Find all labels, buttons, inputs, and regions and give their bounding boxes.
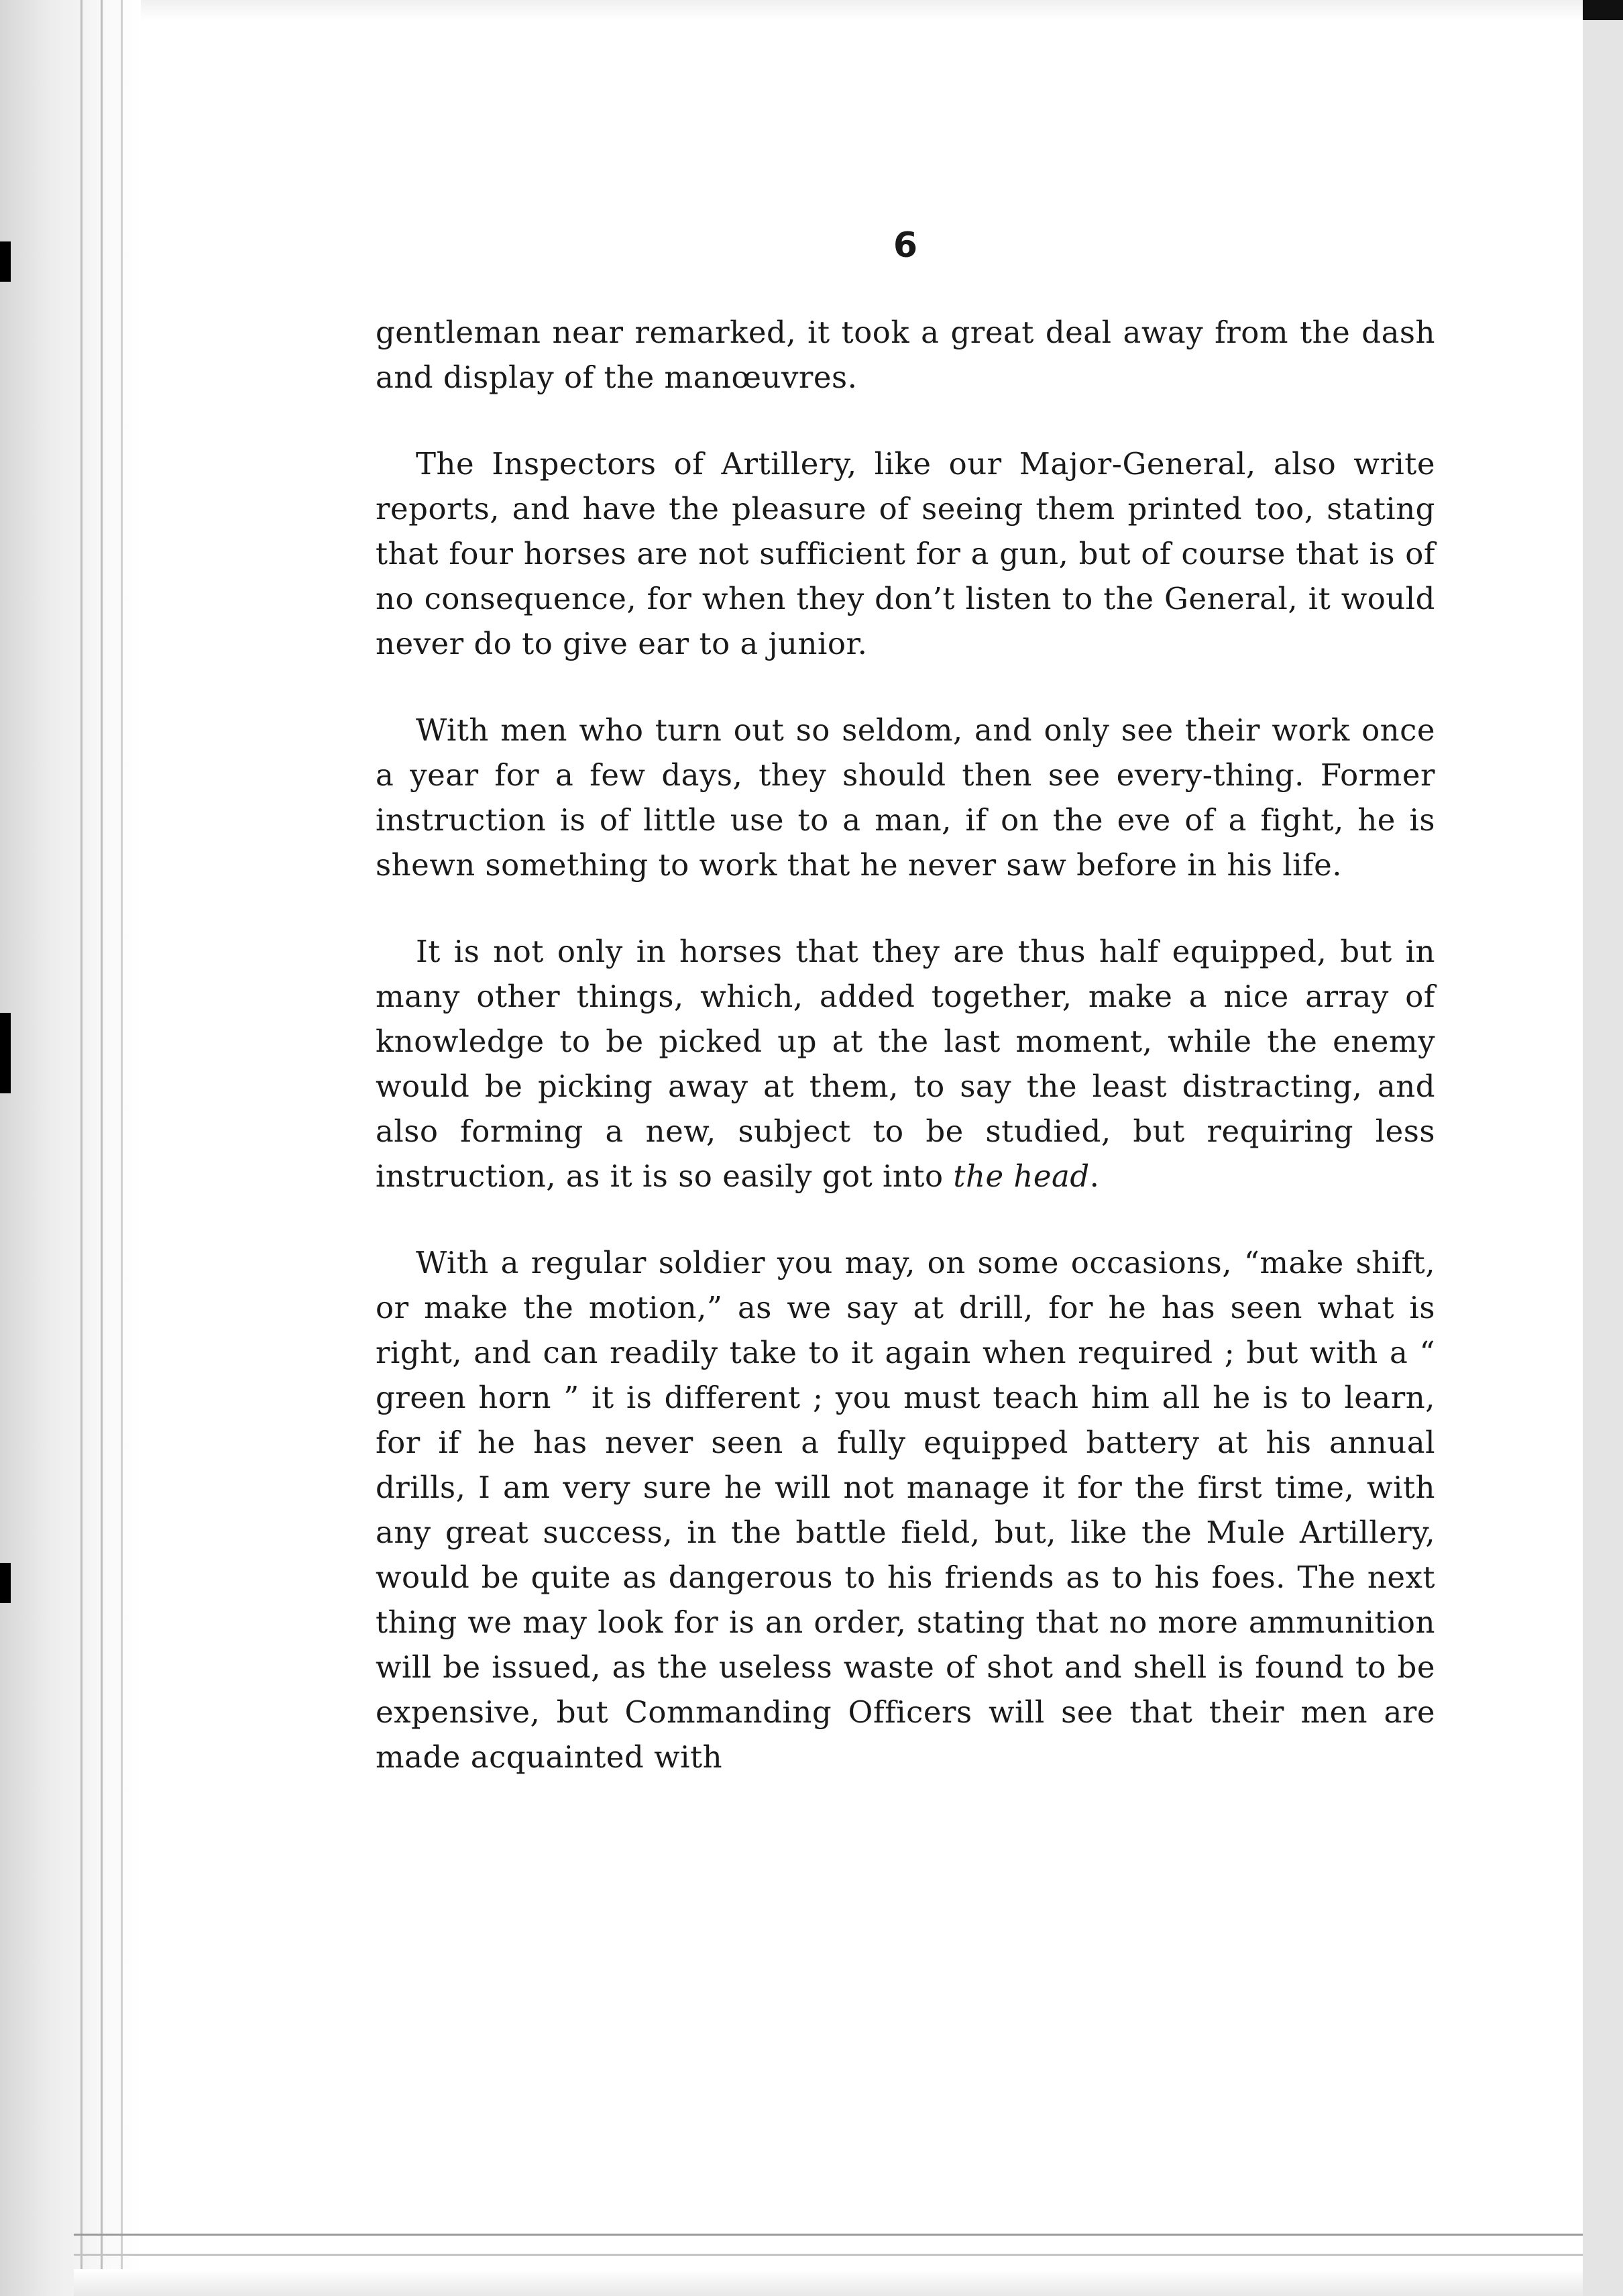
- page-edge-line: [121, 0, 123, 2296]
- paragraph: [376, 929, 1435, 1199]
- scan-left-edge: [0, 0, 141, 2296]
- paragraph: The Inspectors of Artillery, like our Major-General, also write reports, and have the pleasure of seeing them printed too, stating that four horses are not sufficient for a gun, but of course that is of no consequence, for when they don’t listen to the General, it would never do to give ear to a junior.: [376, 446, 1435, 661]
- scan-bottom-edge: [74, 2269, 1583, 2296]
- scan-edge-mark: [0, 1013, 11, 1093]
- paragraph-text: .: [1089, 1158, 1100, 1194]
- scan-top-edge: [0, 0, 1623, 20]
- paragraph: gentleman near remarked, it took a great deal away from the dash and display of the manœuvres.: [376, 315, 1435, 395]
- scan-edge-mark: [0, 241, 11, 282]
- paragraph-text: It is not only in horses that they are thus half equipped, but in many other things, which, added together, make a nice array of knowledge to be picked up at the last moment, while the enemy would be picking away at them, to say the least distracting, and also forming a new, subject to be studied, but requiring less instruction, as it is so easily got into: [376, 934, 1435, 1194]
- page-edge-line: [80, 0, 82, 2296]
- page-bottom-edge: [74, 2254, 1583, 2256]
- scan-corner-mark: [1583, 0, 1623, 20]
- scan-right-edge: [1583, 0, 1623, 2296]
- paragraph: With men who turn out so seldom, and only see their work once a year for a few days, they should then see every-thing. Former instruction is of little use to a man, if on the eve of a fight, he is shewn something to work that he never saw before in his life.: [376, 712, 1435, 883]
- page-bottom-edge: [74, 2234, 1583, 2236]
- page-number: 6: [893, 225, 918, 266]
- paragraph: With a regular soldier you may, on some occasions, “make shift, or make the motion,” as we say at drill, for he has seen what is right, and can readily take to it again when required ; but with a “ green horn ” it is different ; you must teach him all he is to learn, for if he has never seen a fully equipped battery at his annual drills, I am very sure he will not manage it for the first time, with any great success, in the battle field, but, like the Mule Artillery, would be quite as dangerous to his friends as to his foes. The next thing we may look for is an order, stating that no more ammunition will be issued, as the useless waste of shot and shell is found to be expensive, but Commanding Officers will see that their men are made acquainted with: [376, 1245, 1435, 1775]
- italic-phrase: the head: [953, 1158, 1090, 1194]
- page-edge-line: [101, 0, 103, 2296]
- book-page: [376, 225, 1435, 1821]
- scan-edge-mark: [0, 1563, 11, 1603]
